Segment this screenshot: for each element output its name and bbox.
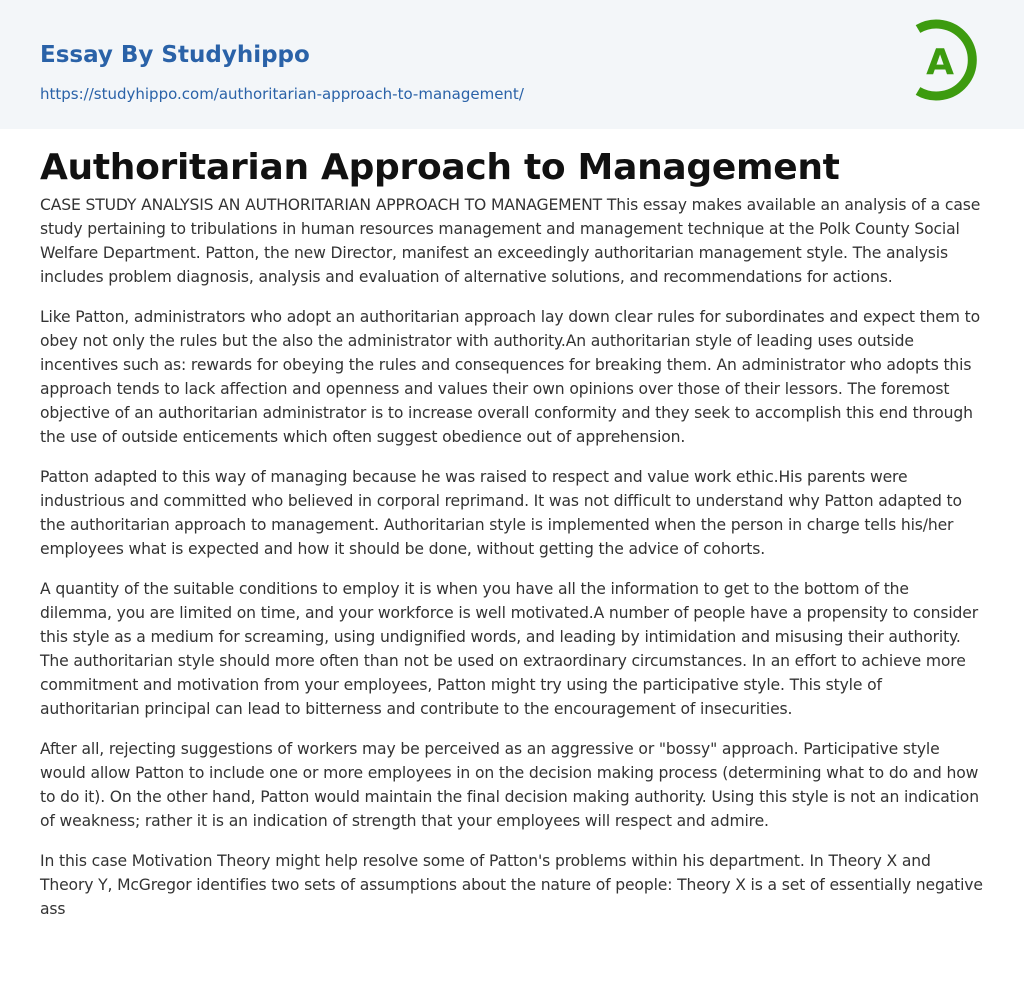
studyhippo-logo-icon <box>912 19 982 101</box>
paragraph: Like Patton, administrators who adopt an authoritarian approach lay down clear rules for subordinates and expect them to obey not only the rules but the also the administrator with authority.An authoritarian style of leading uses outside incentives such as: rewards for obeying the rules and consequences for breaking them. An administrator who adopts this approach tends to lack affection and openness and values their own opinions over those of their lessors. The foremost objective of an authoritarian administrator is to increase overall conformity and they seek to accomplish this end through the use of outside enticements which often suggest obedience out of apprehension. <box>40 308 981 446</box>
article <box>0 129 1024 921</box>
paragraph: In this case Motivation Theory might help resolve some of Patton's problems within his department. In Theory X and Theory Y, McGregor identifies two sets of assumptions about the nature of people: Theory X is a set of essentially negative ass <box>40 852 983 918</box>
site-header <box>0 0 1024 129</box>
page-title: Authoritarian Approach to Management <box>40 147 840 188</box>
paragraph: Patton adapted to this way of managing because he was raised to respect and value work ethic.His parents were industrious and committed who believed in corporal reprimand. It was not difficult to understand why Patton adapted to the authoritarian approach to management. Authoritarian style is implemented when the person in charge tells his/her employees what is expected and how it should be done, without getting the advice of cohorts. <box>40 468 962 558</box>
article-url-link[interactable]: https://studyhippo.com/authoritarian-approach-to-management/ <box>40 85 524 103</box>
brand-title: Essay By Studyhippo <box>40 42 310 68</box>
paragraph: A quantity of the suitable conditions to employ it is when you have all the information to get to the bottom of the dilemma, you are limited on time, and your workforce is well motivated.A number of people have a propensity to consider this style as a medium for screaming, using undignified words, and leading by intimidation and misusing their authority. The authoritarian style should more often than not be used on extraordinary circumstances. In an effort to achieve more commitment and motivation from your employees, Patton might try using the participative style. This style of authoritarian principal can lead to bitterness and contribute to the encouragement of insecurities. <box>40 580 978 718</box>
svg-text:A: A <box>926 42 954 83</box>
paragraph: After all, rejecting suggestions of workers may be perceived as an aggressive or "bossy" approach. Participative style would allow Patton to include one or more employees in on the decision making process (determining what to do and how to do it). On the other hand, Patton would maintain the final decision making authority. Using this style is not an indication of weakness; rather it is an indication of strength that your employees will respect and admire. <box>40 740 979 830</box>
paragraph: CASE STUDY ANALYSIS AN AUTHORITARIAN APPROACH TO MANAGEMENT This essay makes available an analysis of a case study pertaining to tribulations in human resources management and management technique at the Polk County Social Welfare Department. Patton, the new Director, manifest an exceedingly authoritarian management style. The analysis includes problem diagnosis, analysis and evaluation of alternative solutions, and recommendations for actions. <box>40 196 981 286</box>
